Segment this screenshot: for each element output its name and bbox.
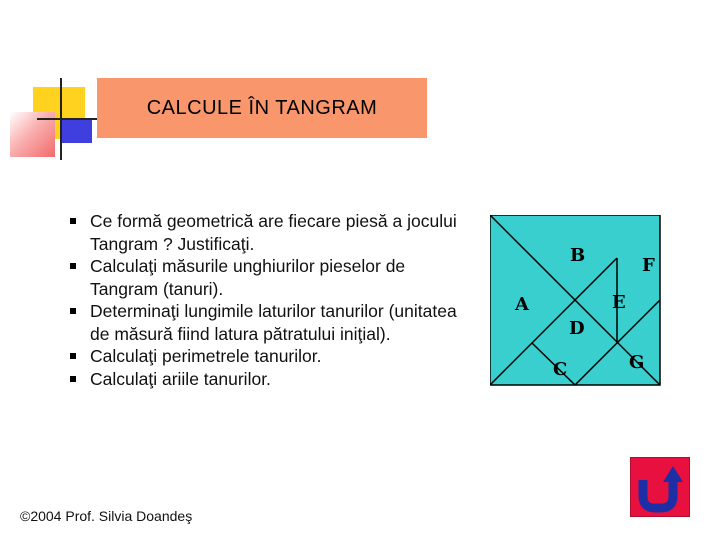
bullet-item <box>70 300 470 345</box>
tangram-label-c: C <box>553 359 568 380</box>
bullet-item <box>70 368 470 391</box>
tangram-label-g: G <box>629 352 645 373</box>
horizontal-line-decoration <box>37 118 97 120</box>
bullet-item <box>70 210 470 255</box>
slide-title: CALCULE ÎN TANGRAM <box>97 78 427 138</box>
u-turn-back-arrow-icon <box>631 458 691 518</box>
tangram-label-f: F <box>642 255 655 276</box>
bullet-text: Determinaţi lungimile laturilor tanurilor (unitatea de măsură fiind latura pătratului iniţial). <box>90 301 457 344</box>
tangram-label-b: B <box>570 245 586 266</box>
bullet-text: Calculaţi măsurile unghiurilor pieselor de Tangram (tanuri). <box>90 256 406 299</box>
bullet-item <box>70 255 470 300</box>
bullet-text: Calculaţi ariile tanurilor. <box>90 368 271 389</box>
tangram-label-e: E <box>612 292 626 313</box>
decorative-corner-graphic <box>0 0 100 165</box>
tangram-diagram <box>490 215 670 390</box>
bullet-marker-icon <box>70 308 76 314</box>
blue-square-decoration <box>62 118 92 143</box>
bullet-marker-icon <box>70 353 76 359</box>
back-button[interactable] <box>630 457 690 517</box>
bullet-list <box>70 210 470 390</box>
tangram-label-d: D <box>569 318 585 339</box>
author-credit: ©2004 Prof. Silvia Doandeş <box>20 508 193 524</box>
tangram-label-a: A <box>515 294 529 315</box>
bullet-text: Calculaţi perimetrele tanurilor. <box>90 346 322 366</box>
bullet-marker-icon <box>70 376 76 382</box>
bullet-text: Ce formă geometrică are fiecare piesă a jocului Tangram ? Justificaţi. <box>90 211 457 254</box>
bullet-marker-icon <box>70 263 76 269</box>
bullet-marker-icon <box>70 218 76 224</box>
bullet-item <box>70 345 470 368</box>
